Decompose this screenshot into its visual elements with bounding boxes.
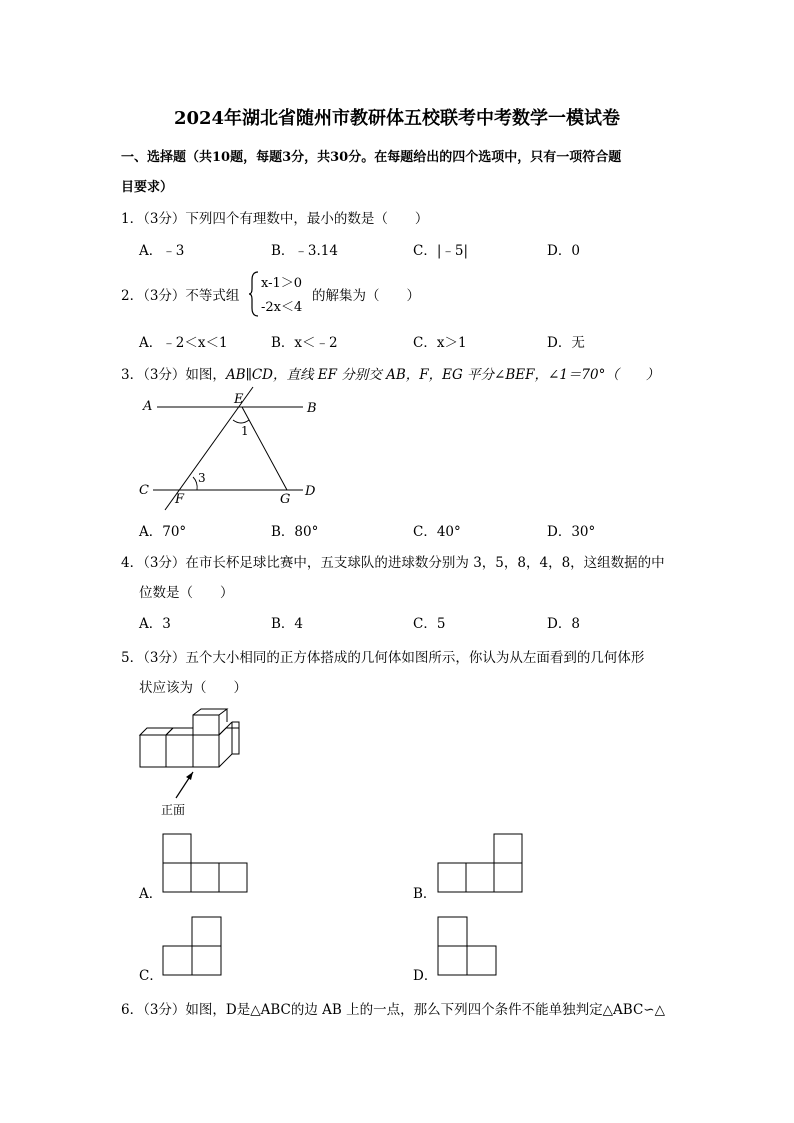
section-heading-line2: 目要求） xyxy=(121,180,174,195)
label-d: D xyxy=(305,484,316,499)
q5-option-b-view xyxy=(437,833,525,895)
q5-option-b: B． xyxy=(413,886,437,902)
q2-option-a: A．﹣2＜x＜1 xyxy=(139,335,228,351)
q5-option-a-view xyxy=(162,833,250,895)
question-4-stem-line2: 位数是（ ） xyxy=(139,585,234,601)
q3-option-a: A．70° xyxy=(139,524,187,540)
q2-option-d: D．无 xyxy=(547,335,585,351)
q3-option-d: D．30° xyxy=(547,524,596,540)
label-g: G xyxy=(280,492,291,507)
page-title: 2024年湖北省随州市教研体五校联考中考数学一模试卷 xyxy=(173,108,621,129)
q2-option-c: C．x＞1 xyxy=(413,335,467,351)
label-c: C xyxy=(139,483,149,498)
label-b: B xyxy=(307,401,317,416)
q5-option-d-view xyxy=(437,916,499,978)
section-heading-line1: 一、选择题（共10题，每题3分，共30分。在每题给出的四个选项中，只有一项符合题 xyxy=(121,150,622,165)
q4-option-c: C．5 xyxy=(413,616,446,632)
parallel-lines-figure xyxy=(135,382,335,512)
label-angle-1: 1 xyxy=(241,424,249,438)
question-2-stem-suffix: 的解集为（ ） xyxy=(312,288,420,304)
inequality-2: -2x＜4 xyxy=(261,300,303,315)
segment-eg xyxy=(242,407,287,490)
label-a: A xyxy=(143,399,153,414)
question-3-stem xyxy=(121,363,659,383)
angle-3-arc xyxy=(193,477,197,490)
question-5-stem-line2: 状应该为（ ） xyxy=(139,680,247,696)
q3-option-b: B．80° xyxy=(271,524,319,540)
question-3-prefix: 3．（3分）如图， xyxy=(121,367,226,383)
front-label: 正面 xyxy=(161,803,186,817)
q2-option-b: B．x＜﹣2 xyxy=(271,335,338,351)
q5-option-c-view xyxy=(162,916,224,978)
question-2-stem-prefix: 2．（3分）不等式组 xyxy=(121,288,240,304)
inequality-brace xyxy=(248,270,260,318)
label-f: F xyxy=(175,492,185,507)
question-1-stem: 1．（3分）下列四个有理数中，最小的数是（ ） xyxy=(121,211,429,227)
q5-option-c: C． xyxy=(139,968,163,984)
q4-option-a: A．3 xyxy=(139,616,171,632)
q4-option-b: B．4 xyxy=(271,616,304,632)
inequality-1: x-1＞0 xyxy=(261,276,303,291)
question-4-stem-line1: 4．（3分）在市长杯足球比赛中，五支球队的进球数分别为 3，5，8，4，8，这组数据的中 xyxy=(121,555,665,571)
q3-option-c: C．40° xyxy=(413,524,461,540)
q1-option-a: A．﹣3 xyxy=(139,243,185,259)
angle-1-arc xyxy=(233,420,249,423)
question-5-stem-line1: 5．（3分）五个大小相同的正方体搭成的几何体如图所示，你认为从左面看到的几何体形 xyxy=(121,650,645,666)
cube-solid-figure xyxy=(135,708,250,820)
label-e: E xyxy=(234,392,244,407)
q1-option-b: B．﹣3.14 xyxy=(271,243,338,259)
q1-option-d: D．0 xyxy=(547,243,580,259)
question-6-stem: 6．（3分）如图，D是△ABC的边 AB 上的一点，那么下列四个条件不能单独判定△ABC∽△ xyxy=(121,1002,665,1018)
q1-option-c: C．|﹣5| xyxy=(413,243,469,259)
label-angle-3: 3 xyxy=(198,471,206,485)
question-3-rest: AB∥CD，直线 EF 分别交 AB，F，EG 平分∠BEF，∠1＝70°（ ） xyxy=(225,367,660,383)
q4-option-d: D．8 xyxy=(547,616,580,632)
q5-option-d: D． xyxy=(413,968,438,984)
q5-option-a: A． xyxy=(139,886,163,902)
